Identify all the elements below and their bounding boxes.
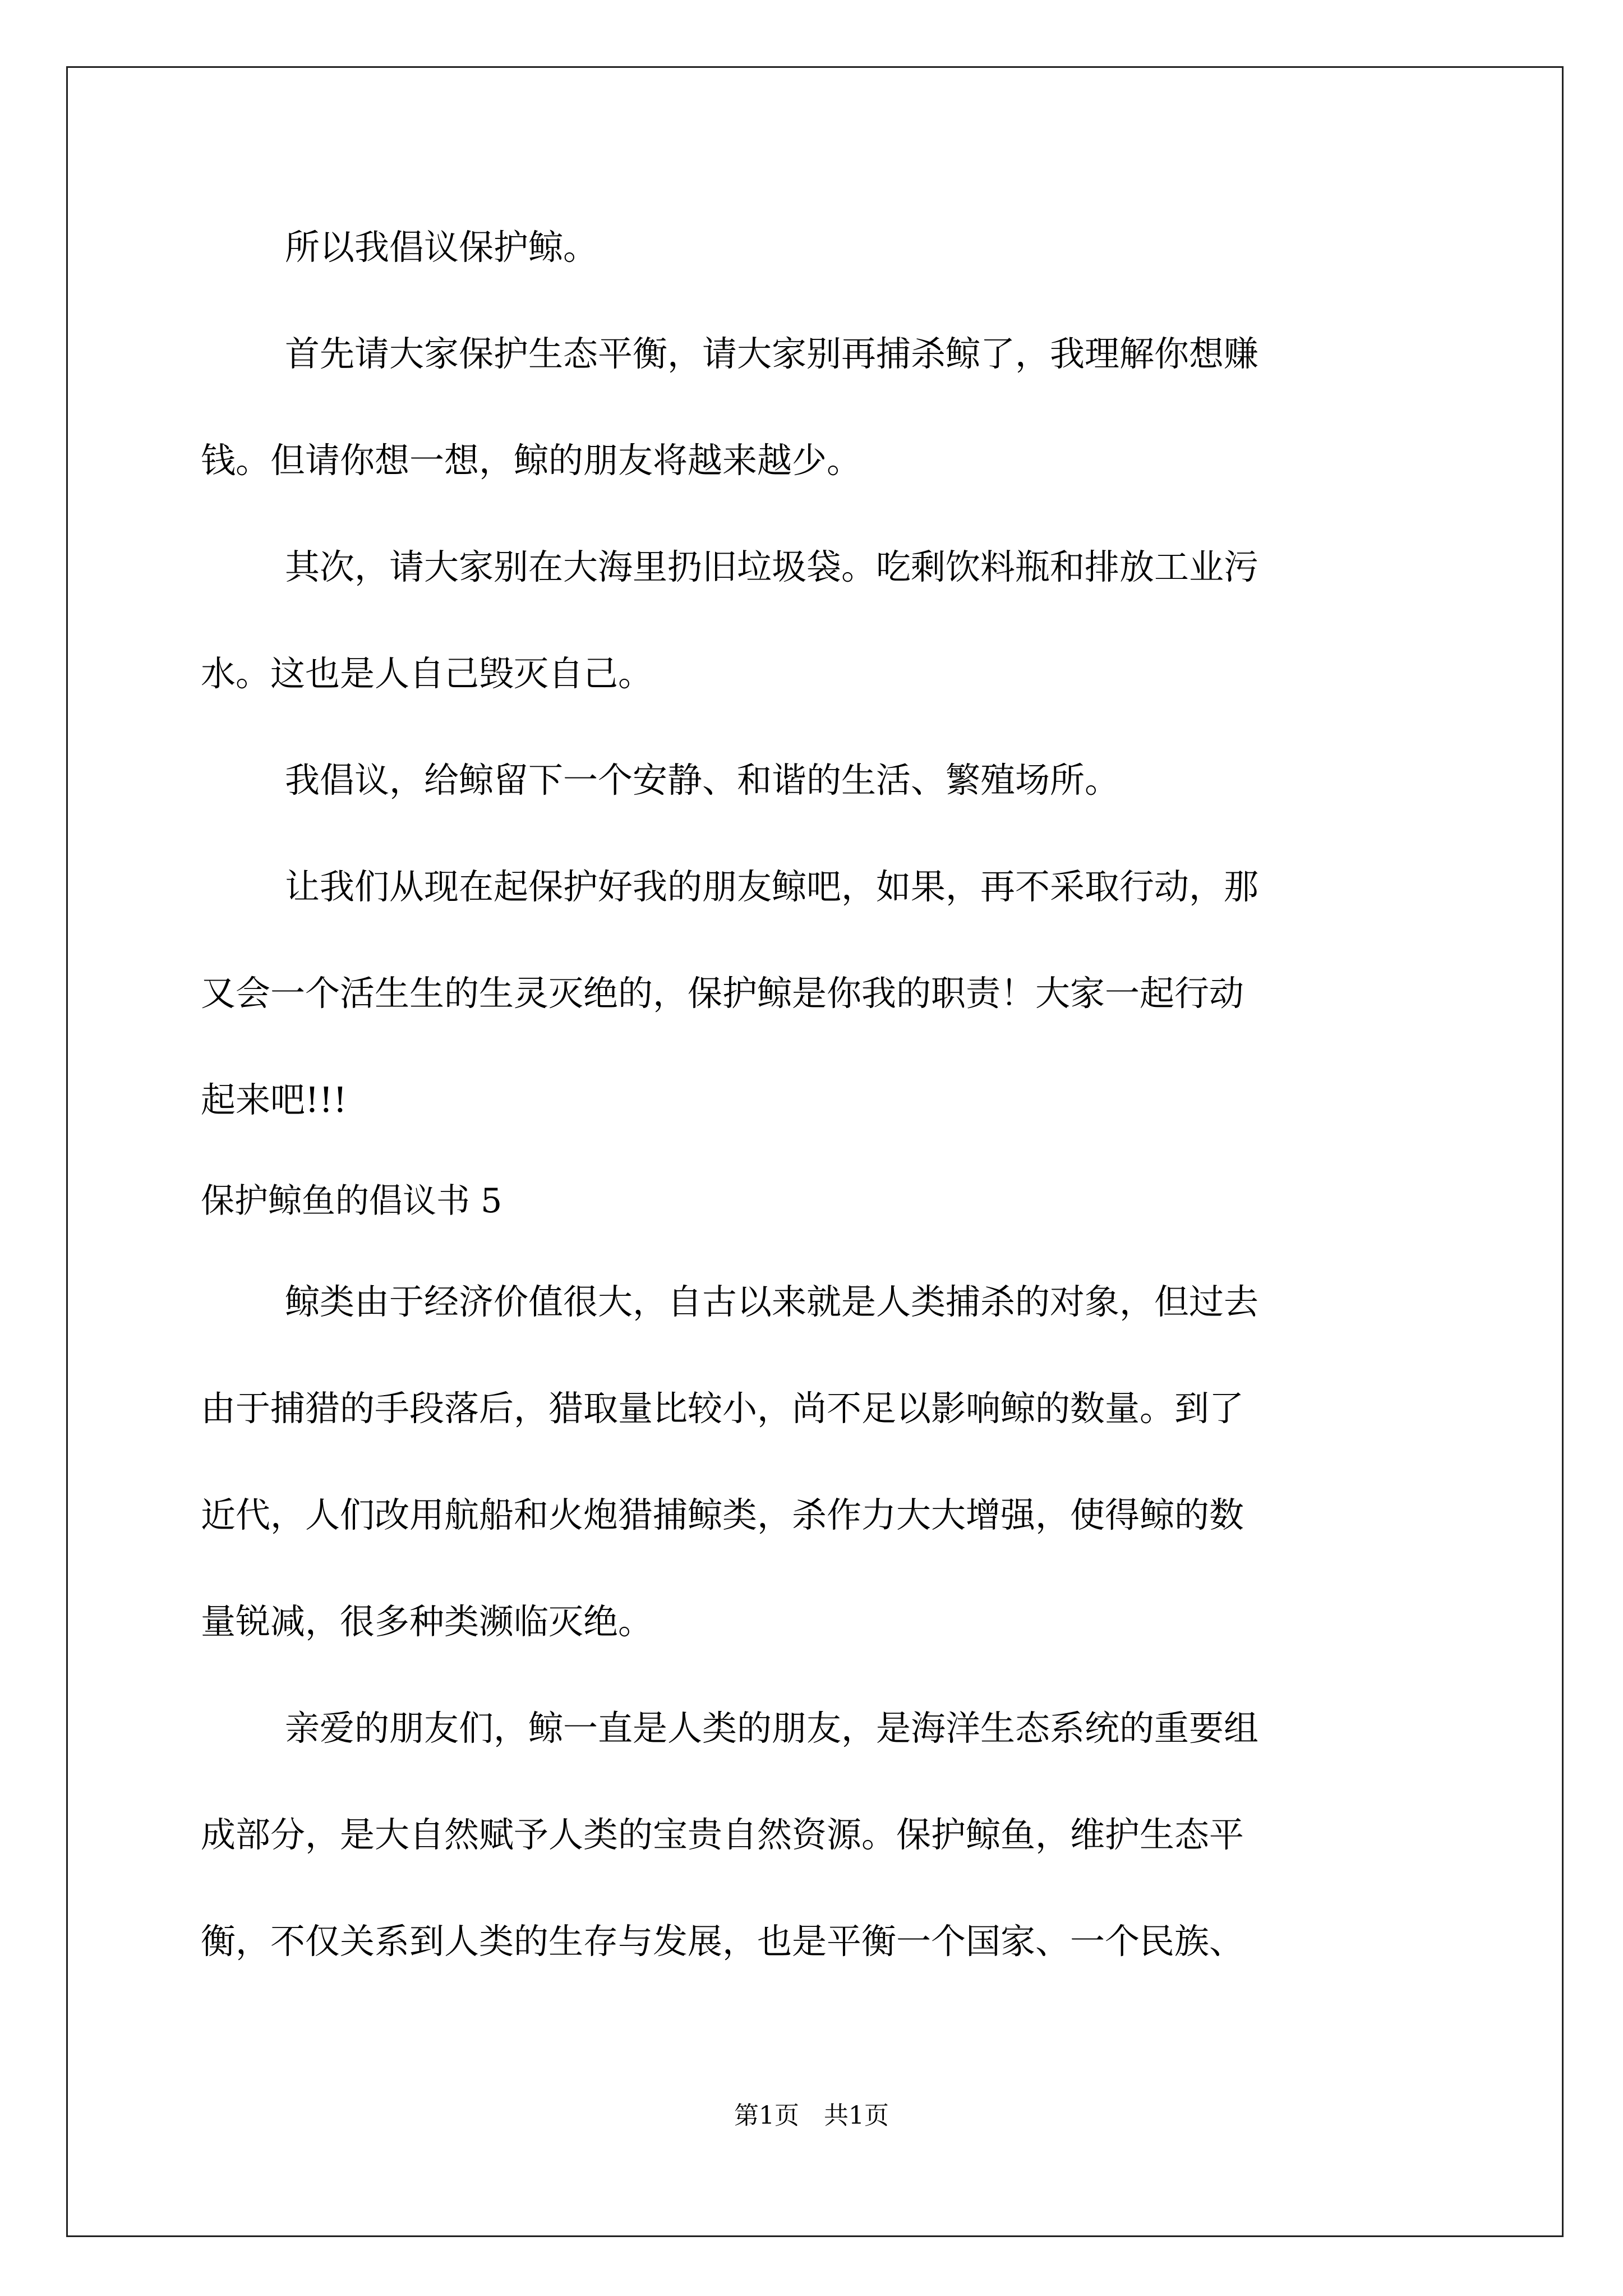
text-line: 衡，不仅关系到人类的生存与发展，也是平衡一个国家、一个民族、 bbox=[201, 1921, 1244, 1962]
text-line: 首先请大家保护生态平衡，请大家别再捕杀鲸了，我理解你想赚 bbox=[285, 333, 1259, 374]
text-line: 又会一个活生生的生灵灭绝的，保护鲸是你我的职责！大家一起行动 bbox=[201, 973, 1244, 1014]
text-line: 我倡议，给鲸留下一个安静、和谐的生活、繁殖场所。 bbox=[285, 760, 1120, 800]
text-line: 成部分，是大自然赋予人类的宝贵自然资源。保护鲸鱼，维护生态平 bbox=[201, 1814, 1244, 1855]
text-line: 钱。但请你想一想，鲸的朋友将越来越少。 bbox=[201, 440, 862, 481]
text-line: 鲸类由于经济价值很大，自古以来就是人类捕杀的对象，但过去 bbox=[285, 1281, 1259, 1322]
text-line: 量锐减，很多种类濒临灭绝。 bbox=[201, 1601, 653, 1642]
section-heading: 保护鲸鱼的倡议书 5 bbox=[201, 1181, 502, 1221]
text-line: 由于捕猎的手段落后，猎取量比较小，尚不足以影响鲸的数量。到了 bbox=[201, 1388, 1244, 1429]
text-line: 让我们从现在起保护好我的朋友鲸吧，如果，再不采取行动，那 bbox=[285, 866, 1259, 907]
text-line: 其次，请大家别在大海里扔旧垃圾袋。吃剩饮料瓶和排放工业污 bbox=[285, 546, 1259, 587]
page-footer: 第1页 共1页 bbox=[734, 2101, 889, 2130]
text-line: 水。这也是人自己毁灭自己。 bbox=[201, 653, 653, 694]
text-line: 所以我倡议保护鲸。 bbox=[285, 227, 598, 268]
text-line: 近代，人们改用航船和火炮猎捕鲸类，杀作力大大增强，使得鲸的数 bbox=[201, 1494, 1244, 1535]
text-line: 亲爱的朋友们，鲸一直是人类的朋友，是海洋生态系统的重要组 bbox=[285, 1708, 1259, 1749]
text-line: 起来吧!!! bbox=[201, 1079, 347, 1120]
page-frame bbox=[66, 66, 1564, 2237]
